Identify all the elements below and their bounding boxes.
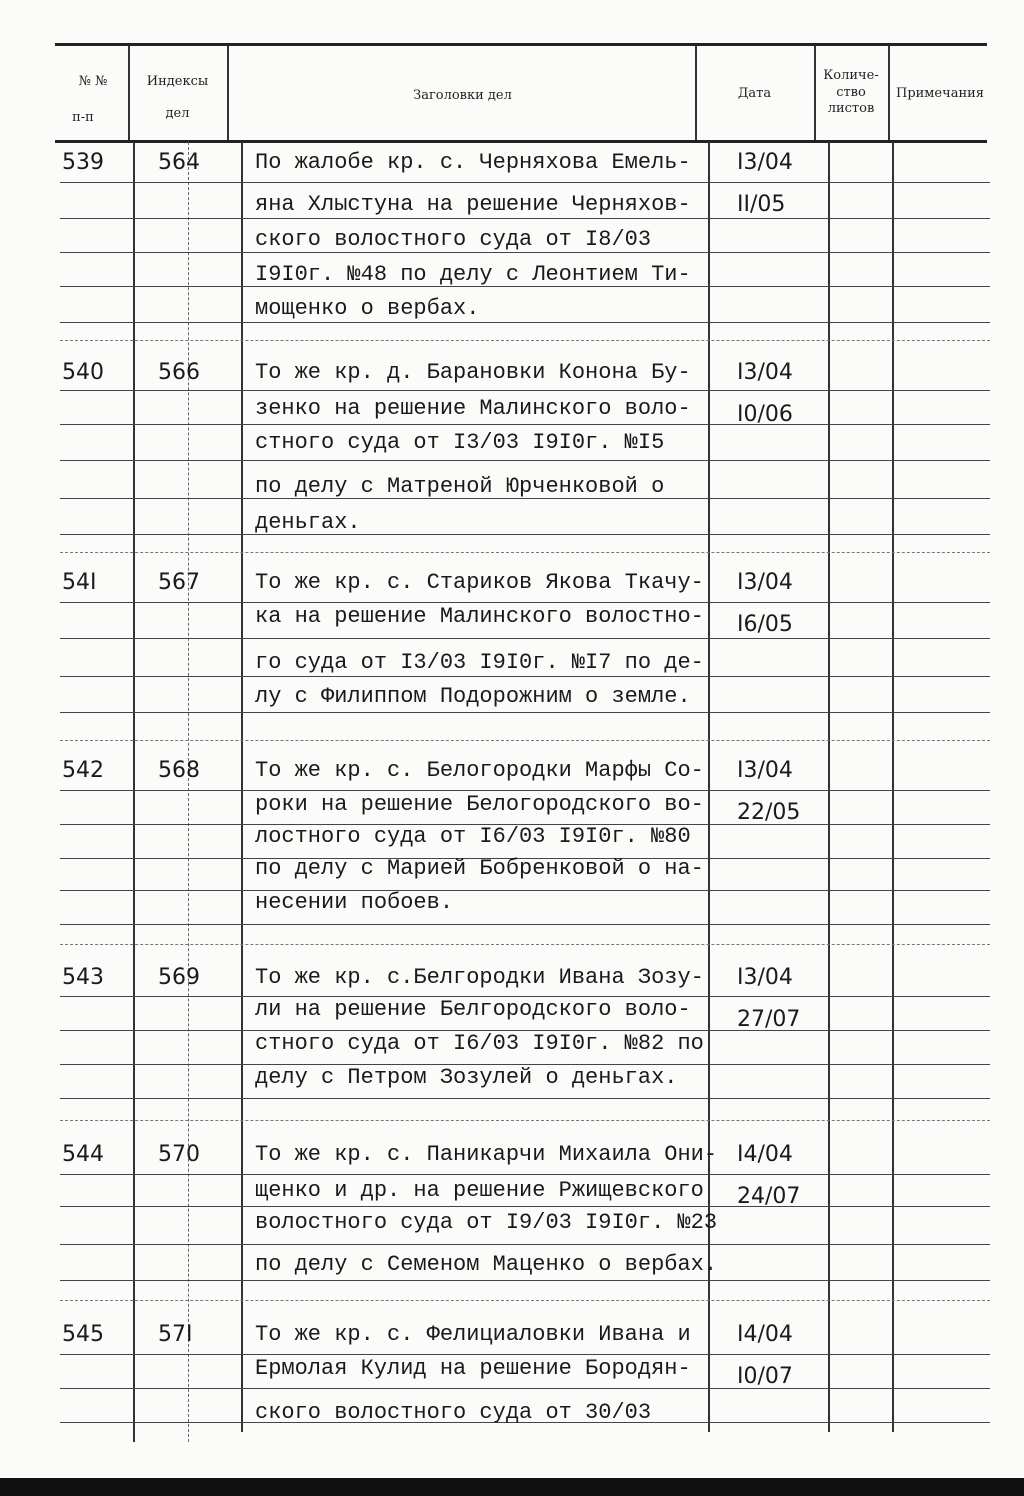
- header-num-label: № №: [78, 74, 108, 89]
- header-col-sep: [227, 46, 229, 140]
- record-date: I4/04: [737, 1322, 793, 1347]
- ruled-line: [60, 1388, 990, 1389]
- header-num-sub-label: п-п: [72, 110, 94, 125]
- record-number: 54I: [62, 570, 97, 595]
- ruled-line: [60, 602, 990, 603]
- record-date: I3/04: [737, 360, 793, 385]
- body-col-sep: [892, 142, 894, 1432]
- record-title-line: стного суда от I3/03 I9I0г. №I5: [255, 430, 665, 455]
- header-count-label-3: листов: [827, 101, 875, 116]
- ruled-line-dashed: [60, 944, 990, 945]
- record-index: 570: [158, 1142, 200, 1167]
- record-title-line: То же кр. с. Белогородки Марфы Со-: [255, 758, 704, 783]
- ruled-line: [60, 1098, 990, 1099]
- record-index: 569: [158, 965, 200, 990]
- record-index: 566: [158, 360, 200, 385]
- ruled-line: [60, 322, 990, 323]
- record-title-line: стного суда от I6/03 I9I0г. №82 по: [255, 1031, 704, 1056]
- record-index: 57I: [158, 1322, 193, 1347]
- record-title-line: ка на решение Малинского волостно-: [255, 604, 704, 629]
- header-col-sep: [695, 46, 697, 140]
- record-title-line: несении побоев.: [255, 890, 454, 915]
- record-index: 568: [158, 758, 200, 783]
- record-index: 564: [158, 150, 200, 175]
- record-date: I3/04: [737, 965, 793, 990]
- ruled-line: [60, 676, 990, 677]
- record-title-line: го суда от I3/03 I9I0г. №I7 по де-: [255, 650, 704, 675]
- body-col-sep: [133, 142, 135, 1442]
- record-date: 24/07: [737, 1184, 801, 1209]
- record-title-line: То же кр. с. Паникарчи Михаила Они-: [255, 1142, 718, 1167]
- record-date: I0/07: [737, 1364, 793, 1389]
- record-title-line: ского волостного суда от I8/03: [255, 227, 652, 252]
- header-count-label-2: ство: [836, 85, 866, 100]
- header-col-sep: [814, 46, 816, 140]
- record-title-line: То же кр. с. Стариков Якова Ткачу-: [255, 570, 704, 595]
- record-date: I4/04: [737, 1142, 793, 1167]
- ruled-line-dashed: [60, 552, 990, 553]
- record-title-line: ли на решение Белгородского воло-: [255, 997, 691, 1022]
- record-title-line: То же кр. с. Фелициаловки Ивана и: [255, 1322, 691, 1347]
- record-title-line: То же кр. с.Белгородки Ивана Зозу-: [255, 965, 704, 990]
- ruled-line: [60, 712, 990, 713]
- ruled-line: [60, 182, 990, 183]
- record-title-line: делу с Петром Зозулей о деньгах.: [255, 1065, 678, 1090]
- record-number: 539: [62, 150, 104, 175]
- ruled-line-dashed: [60, 1120, 990, 1121]
- ruled-line: [60, 424, 990, 425]
- header-bottom-rule: [55, 140, 987, 143]
- record-title-line: мощенко о вербах.: [255, 296, 480, 321]
- ruled-line-dashed: [60, 1300, 990, 1301]
- ruled-line: [60, 924, 990, 925]
- record-title-line: роки на решение Белогородского во-: [255, 792, 704, 817]
- header-date-label: Дата: [737, 86, 772, 101]
- record-date: II/05: [737, 192, 786, 217]
- record-title-line: То же кр. д. Барановки Конона Бу-: [255, 360, 691, 385]
- header-titles-label: Заголовки дел: [413, 88, 512, 103]
- ruled-line: [60, 534, 990, 535]
- ruled-line: [60, 218, 990, 219]
- record-date: I6/05: [737, 612, 793, 637]
- header-index-sub-label: дел: [165, 106, 190, 121]
- record-title-line: ского волостного суда от 30/03: [255, 1400, 652, 1425]
- record-number: 543: [62, 965, 104, 990]
- record-index: 567: [158, 570, 200, 595]
- ruled-line: [60, 460, 990, 461]
- record-title-line: I9I0г. №48 по делу с Леонтием Ти-: [255, 262, 691, 287]
- ruled-line: [60, 1354, 990, 1355]
- ruled-line-dashed: [60, 740, 990, 741]
- record-number: 544: [62, 1142, 104, 1167]
- ruled-line: [60, 1244, 990, 1245]
- record-title-line: по делу с Марией Бобренковой о на-: [255, 856, 704, 881]
- header-index-label: Индексы: [146, 74, 209, 89]
- body-col-sep-dashed: [188, 142, 189, 1442]
- record-title-line: волостного суда от I9/03 I9I0г. №23: [255, 1210, 718, 1235]
- ruled-line: [60, 252, 990, 253]
- header-top-rule: [55, 43, 987, 46]
- body-col-sep: [708, 142, 710, 1432]
- record-number: 545: [62, 1322, 104, 1347]
- record-number: 542: [62, 758, 104, 783]
- record-title-line: по делу с Семеном Маценко о вербах.: [255, 1252, 718, 1277]
- record-date: 22/05: [737, 800, 801, 825]
- record-date: I0/06: [737, 402, 793, 427]
- scan-bottom-edge: [0, 1478, 1024, 1496]
- record-date: I3/04: [737, 150, 793, 175]
- ruled-line: [60, 1174, 990, 1175]
- header-col-sep: [128, 46, 130, 140]
- header-notes-label: Примечания: [895, 86, 984, 101]
- record-title-line: лу с Филиппом Подорожним о земле.: [255, 684, 691, 709]
- record-number: 540: [62, 360, 104, 385]
- ruled-line-dashed: [60, 340, 990, 341]
- record-title-line: по делу с Матреной Юрченковой о: [255, 474, 665, 499]
- ruled-line: [60, 1206, 990, 1207]
- record-title-line: щенко и др. на решение Ржищевского: [255, 1178, 704, 1203]
- record-title-line: деньгах.: [255, 510, 361, 535]
- body-col-sep: [241, 142, 243, 1432]
- ruled-line: [60, 390, 990, 391]
- header-count-label: Количе-: [823, 68, 879, 83]
- record-title-line: лостного суда от I6/03 I9I0г. №80: [255, 824, 691, 849]
- record-title-line: Ермолая Кулид на решение Бородян-: [255, 1356, 691, 1381]
- record-date: 27/07: [737, 1007, 801, 1032]
- ruled-line: [60, 890, 990, 891]
- record-title-line: зенко на решение Малинского воло-: [255, 396, 691, 421]
- record-date: I3/04: [737, 758, 793, 783]
- record-title-line: По жалобе кр. с. Черняхова Емель-: [255, 150, 691, 175]
- ruled-line: [60, 638, 990, 639]
- body-col-sep: [828, 142, 830, 1432]
- header-col-sep: [888, 46, 890, 140]
- ruled-line: [60, 1280, 990, 1281]
- record-title-line: яна Хлыстуна на решение Черняхов-: [255, 192, 691, 217]
- ruled-line: [60, 790, 990, 791]
- record-date: I3/04: [737, 570, 793, 595]
